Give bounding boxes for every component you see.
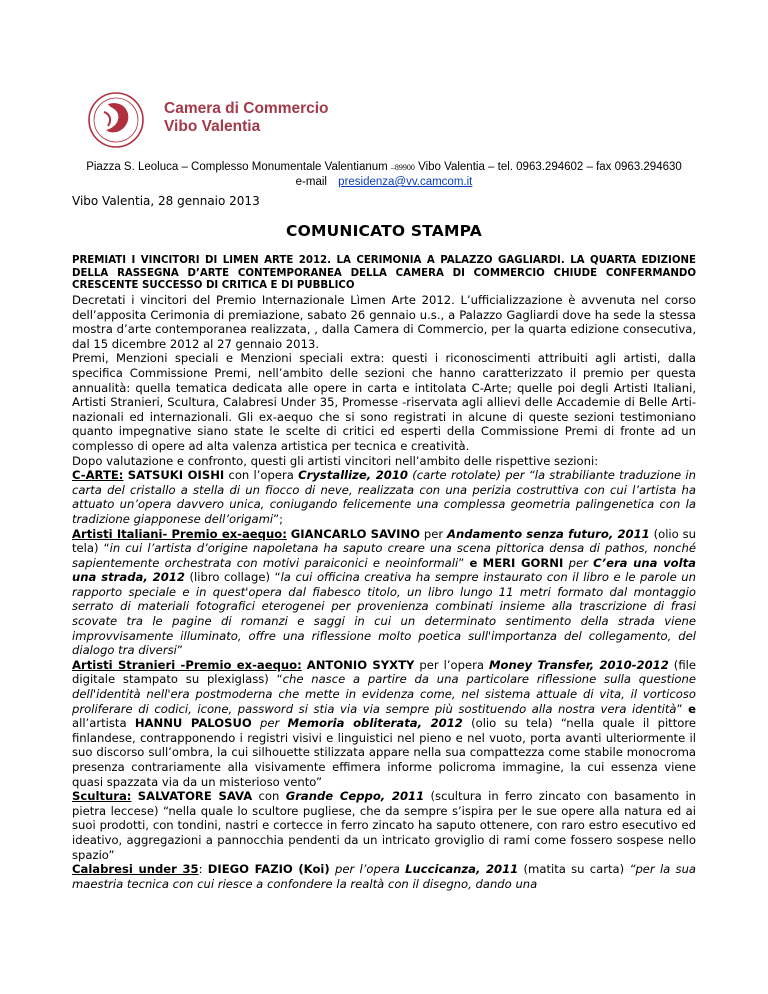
email-link[interactable]: presidenza@vv.camcom.it (338, 176, 473, 188)
text-run: (file digitale stampato su plexiglass) “ (72, 657, 696, 687)
work-title: C’era una volta una strada, 2012 (72, 555, 696, 585)
text-run: ”; (273, 511, 284, 526)
text-run: per (420, 526, 448, 541)
conjunction: e (469, 555, 478, 570)
artist-name: SALVATORE SAVA (137, 789, 253, 804)
chamber-emblem-icon (84, 88, 148, 152)
text-run: all’artista (72, 716, 135, 731)
work-title: Luccicanza, 2011 (405, 862, 519, 877)
text-run: : (198, 862, 208, 877)
section-label: Artisti Italiani- Premio ex-aequo: (72, 526, 287, 541)
section-label: Artisti Stranieri -Premio ex-aequo: (72, 657, 302, 672)
text-run: con l’opera (224, 468, 299, 483)
text-run: (carte rotolate) per “ (408, 468, 535, 483)
work-title: Grande Ceppo, 2011 (285, 789, 425, 804)
press-subtitle: PREMIATI I VINCITORI DI LIMEN ARTE 2012. LA CERIMONIA A PALAZZO GAGLIARDI. LA QUARTA EDIZIONE DELLA RASSEGNA D’ARTE CONTEMPORANEA DELLA CAMERA DI COMMERCIO CHIUDE CONFERMANDO CRESCENTE SUCCESSO DI CRITICA E DI PUBBLICO (72, 255, 696, 291)
text-run: ” (676, 701, 689, 716)
street-address: Piazza S. Leoluca – Complesso Monumentale Valentianum (86, 161, 388, 173)
section-carte (72, 468, 696, 526)
postcode: –89900 (390, 163, 415, 172)
artist-name: GIANCARLO SAVINO (290, 526, 421, 541)
intro-paragraph-1: Decretati i vincitori del Premio Internazionale Lìmen Arte 2012. L’ufficializzazione è avvenuta nel corso dell’apposita Cerimonia di premiazione, sabato 26 gennaio u.s., a Palazzo Gagliardi dove ha sede la stessa mostra d’arte contemporanea realizzata, , dalla Camera di Commercio, per la quarta edizione consecutiva, dal 15 dicembre 2012 al 27 gennaio 2013. (72, 293, 696, 351)
award-motivation: (olio su tela) “nella quale il pittore finlandese, contrapponendo i registri visivi e linguistici nel pieno e nel vuoto, porta avanti ulteriormente il suo discorso sull’ombra, la cui silhouette stilizzata appare nella sua compattezza come stabile monocroma presenza contrariamente alla visivamente effimera informe policroma immagine, la cui essenza viene quasi spazzata via da un misterioso vento” (72, 716, 697, 789)
document-body (72, 293, 696, 891)
text-run: (matita su carta) (518, 862, 625, 877)
artist-name: SATSUKI OISHI (127, 468, 225, 483)
section-artisti-stranieri (72, 658, 696, 789)
work-title: Memoria obliterata, 2012 (287, 716, 463, 731)
award-motivation: “per la sua maestria tecnica con cui riesce a confondere la realtà con il disegno, dando una (72, 862, 697, 891)
dateline: Vibo Valentia, 28 gennaio 2013 (72, 194, 260, 208)
org-line-2: Vibo Valentia (164, 118, 261, 135)
artist-name: ANTONIO SYXTY (306, 657, 415, 672)
text-run: (libro collage) “ (184, 570, 281, 585)
work-title: Money Transfer, 2010-2012 (488, 657, 669, 672)
award-motivation: in cui l’artista d’origine napoletana ha saputo creare una scena pittorica densa di pathos, nonché sapientemente orchestrata con motivi paraiconici e neoinformali (72, 541, 696, 570)
letterhead-logo (84, 88, 384, 152)
award-motivation: (scultura in ferro zincato con basamento in pietra leccese) “nella quale lo scultore pugliese, che da sempre s’ispira per le sue opere alla natura ed ai suoi prodotti, con tondini, nastri e cortecce in ferro zincato ha saputo ottenere, con raro estro esecutivo ed ideativo, aggregazioni a pannocchia pendenti da un intricato groviglio di rami come fossero sospese nello spazio” (72, 789, 697, 862)
section-label: Scultura: (72, 789, 132, 804)
conjunction: e (688, 701, 696, 716)
text-run: per (251, 716, 288, 731)
organization-name (164, 100, 329, 136)
text-run: con (252, 789, 286, 804)
award-motivation: che nasce a partire da una particolare riflessione sulla questione dell'identità nell'era postmoderna che mette in evidenza come, nel sistema attuale di vita, il vorticoso proliferare di codici, icone, password si stia via via sempre più sostituendo alla nostra vera identità (72, 672, 696, 716)
text-run: ” (176, 643, 183, 658)
work-title: Crystallize, 2010 (298, 468, 408, 483)
intro-paragraph-2: Premi, Menzioni speciali e Menzioni speciali extra: questi i riconoscimenti attribuiti agli artisti, dalla specifica Commissione Premi, nell’ambito delle sezioni che hanno caratterizzato il premio per questa annualità: quella tematica dedicata alle opere in carta e intitolata C-Arte; quelle poi degli Artisti Italiani, Artisti Stranieri, Scultura, Calabresi Under 35, Promesse -riservata agli allievi delle Accademie di Belle Arti- nazionali ed internazionali. Gli ex-aequo che si sono registrati in alcune di queste sezioni testimoniano quanto impegnative siano state le scelte di critici ed esperti della Commissione Premi di fronte ad un complesso di opere ad alta valenza artistica per tecnica e creatività. (72, 351, 696, 453)
section-artisti-italiani (72, 527, 696, 658)
work-title: Andamento senza futuro, 2011 (447, 526, 650, 541)
artist-name: MERI GORNI (482, 555, 564, 570)
award-motivation: la cui officina creativa ha sempre instaurato con il libro e le parole un rapporto speciale e in quest'opera dal fiabesco titolo, un libro lungo 11 metri formato dal montaggio serrato di materiali fotografici eterogenei per provenienza combinati insieme alla trascrizione di frasi scovate tra le pagine di romanzi e saggi in cui un determinato sentimento della strada viene improvvisamente illuminato, offre una riflessione molto poetica sull'importanza del collegamento, del dialogo tra diversi (72, 570, 696, 658)
address-contacts: Vibo Valentia – tel. 0963.294602 – fax 0963.294630 (418, 161, 682, 173)
email-label: e-mail (295, 176, 327, 188)
artist-name: HANNU PALOSUO (134, 716, 252, 731)
document-title: COMUNICATO STAMPA (286, 222, 482, 240)
intro-paragraph-3: Dopo valutazione e confronto, questi gli artisti vincitori nell’ambito delle rispettive sezioni: (72, 453, 599, 468)
text-run: per l’opera (414, 657, 489, 672)
org-line-1: Camera di Commercio (164, 100, 329, 117)
section-calabresi-under-35 (72, 862, 696, 891)
section-label: C-ARTE: (72, 468, 124, 483)
artist-name: DIEGO FAZIO (Koi) (207, 862, 330, 877)
text-run: (olio su tela) “ (72, 526, 696, 556)
text-run: per (563, 555, 594, 570)
text-run: per l’opera (329, 862, 406, 877)
award-motivation: la strabiliante traduzione in carta del cristallo a stella di un fiocco di neve, realizzata con una perizia costruttiva con cui l’artista ha attuato un’opera davvero unica, coniugando felicemente una complessa geometria palingenetica con la tradizione giapponese dell’origami (72, 468, 696, 526)
section-label: Calabresi under 35 (72, 862, 199, 877)
letterhead-address (60, 160, 708, 189)
section-scultura (72, 789, 696, 862)
text-run: ” (458, 555, 470, 570)
